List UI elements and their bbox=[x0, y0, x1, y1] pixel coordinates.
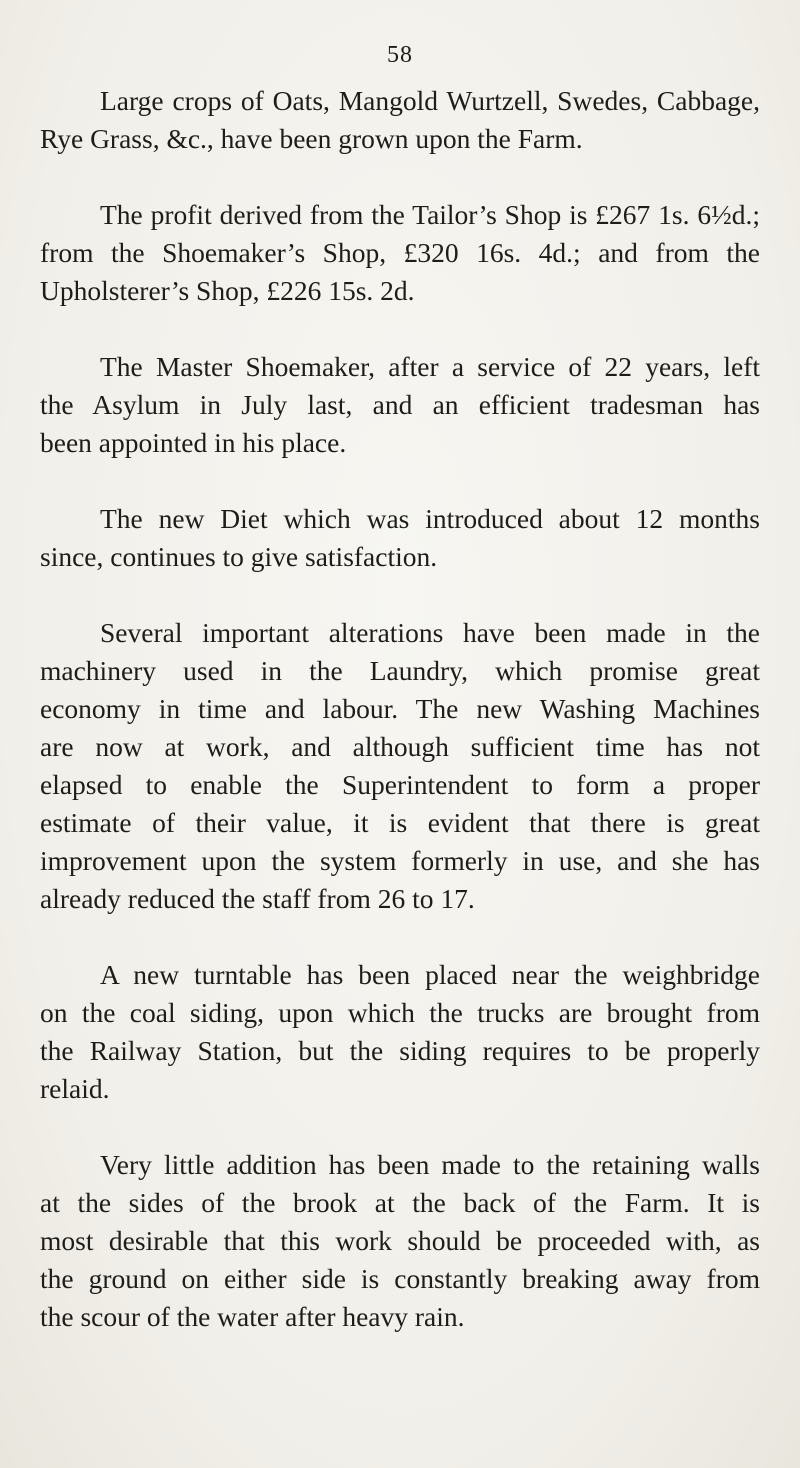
text-line: are now at work, and although sufficient time has not bbox=[40, 731, 760, 762]
text-line: at the sides of the brook at the back of the Farm. It is bbox=[40, 1187, 760, 1218]
text-line: been appointed in his place. bbox=[40, 427, 347, 458]
text-line: improvement upon the system formerly in use, and she has bbox=[40, 845, 760, 876]
page-number: 58 bbox=[387, 42, 413, 68]
text-line: the scour of the water after heavy rain. bbox=[40, 1301, 465, 1332]
text-line: most desirable that this work should be proceeded with, as bbox=[40, 1225, 760, 1256]
text-line: on the coal siding, upon which the trucks are brought from bbox=[40, 997, 760, 1028]
text-line: the ground on either side is constantly breaking away from bbox=[40, 1263, 760, 1294]
paragraph-crops bbox=[40, 82, 760, 158]
paragraph-laundry bbox=[40, 614, 760, 918]
text-line: The new Diet which was introduced about 12 months bbox=[100, 503, 760, 534]
text-line: economy in time and labour. The new Washing Machines bbox=[40, 693, 760, 724]
text-line: since, continues to give satisfaction. bbox=[40, 541, 438, 572]
text-line: Upholsterer’s Shop, £226 15s. 2d. bbox=[40, 275, 415, 306]
text-line: Several important alterations have been made in the bbox=[100, 617, 760, 648]
text-line: estimate of their value, it is evident that there is great bbox=[40, 807, 760, 838]
paragraph-turntable bbox=[40, 956, 760, 1108]
paragraph-new-diet bbox=[40, 500, 760, 576]
text-line: from the Shoemaker’s Shop, £320 16s. 4d.; and from the bbox=[40, 237, 760, 268]
body-text bbox=[40, 82, 760, 1374]
text-line: The Master Shoemaker, after a service of 22 years, left bbox=[100, 351, 760, 382]
paragraph-shop-profits bbox=[40, 196, 760, 310]
text-line: A new turntable has been placed near the weighbridge bbox=[100, 959, 760, 990]
text-line: machinery used in the Laundry, which promise great bbox=[40, 655, 760, 686]
text-line: The profit derived from the Tailor’s Shop is £267 1s. 6½d.; bbox=[100, 199, 760, 230]
text-line: elapsed to enable the Superintendent to form a proper bbox=[40, 769, 760, 800]
text-line: the Railway Station, but the siding requires to be properly bbox=[40, 1035, 760, 1066]
text-line: relaid. bbox=[40, 1073, 110, 1104]
text-line: Large crops of Oats, Mangold Wurtzell, Swedes, Cabbage, bbox=[100, 85, 760, 116]
paragraph-master-shoemaker bbox=[40, 348, 760, 462]
text-line: already reduced the staff from 26 to 17. bbox=[40, 883, 475, 914]
text-line: Rye Grass, &c., have been grown upon the Farm. bbox=[40, 123, 583, 154]
text-line: Very little addition has been made to the retaining walls bbox=[100, 1149, 760, 1180]
paragraph-retaining-walls bbox=[40, 1146, 760, 1336]
text-line: the Asylum in July last, and an efficient tradesman has bbox=[40, 389, 760, 420]
